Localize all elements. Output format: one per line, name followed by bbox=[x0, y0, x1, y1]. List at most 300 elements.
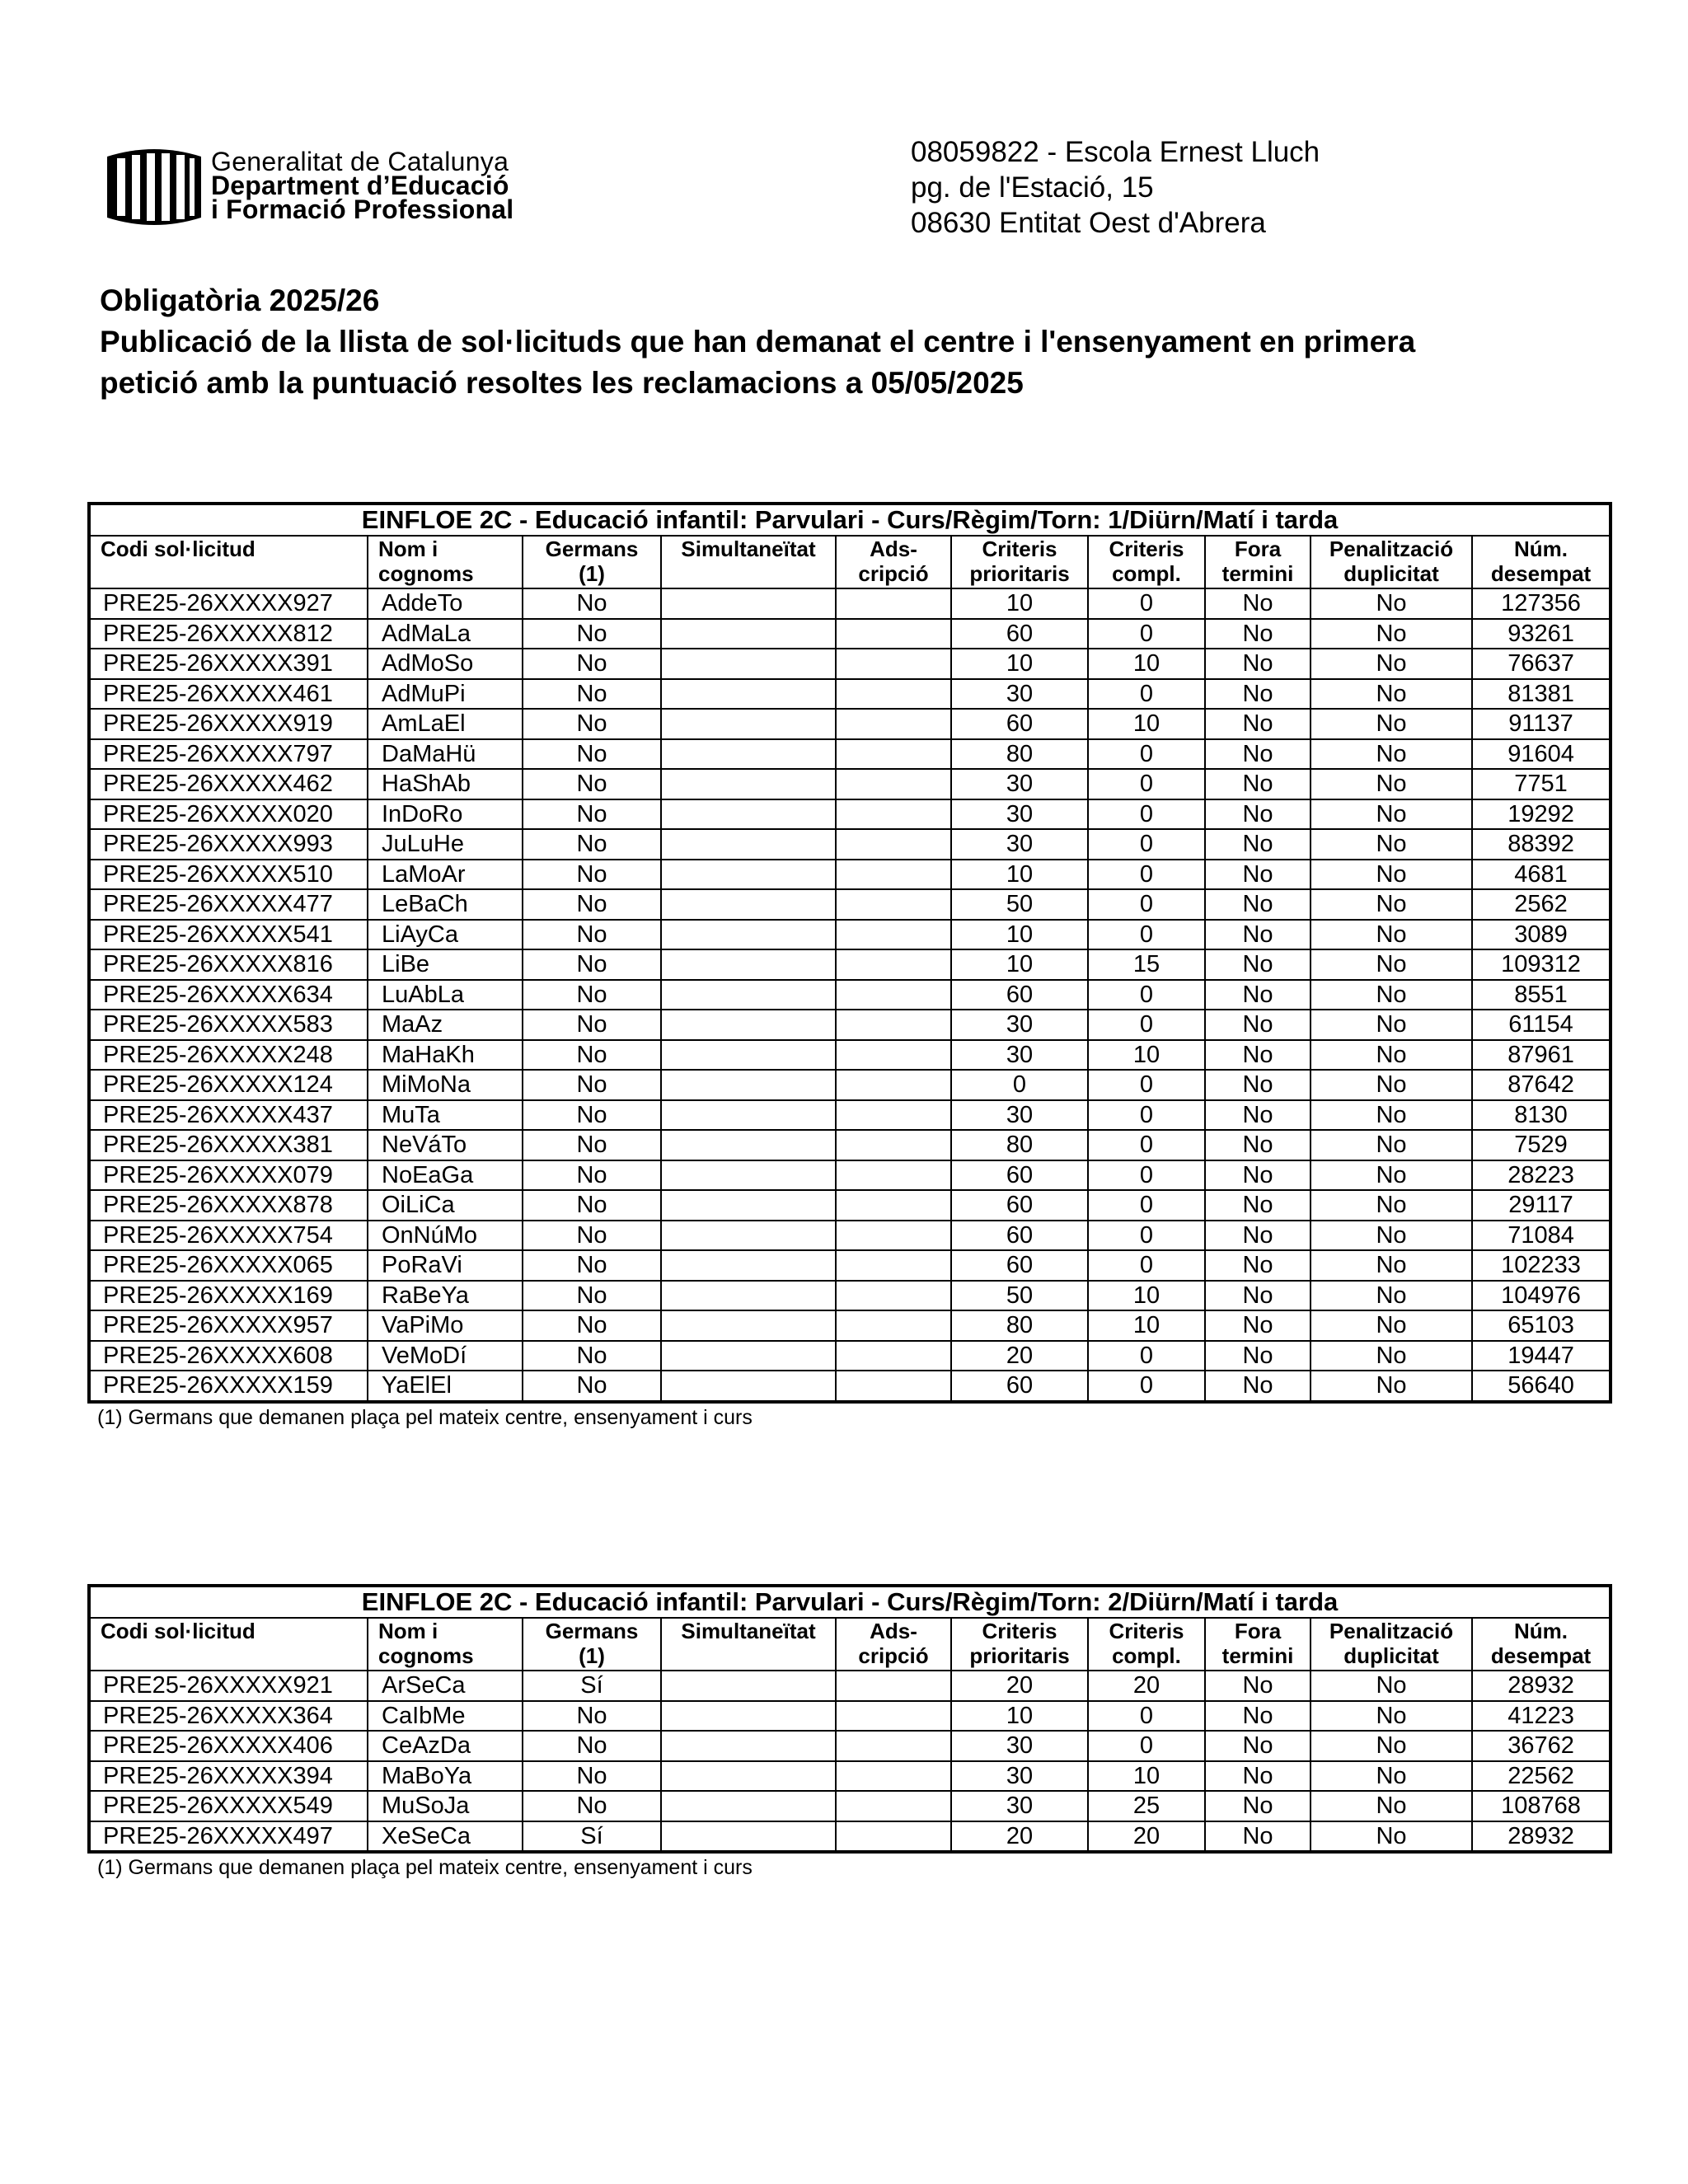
table-cell: No bbox=[1311, 920, 1472, 950]
table-cell: No bbox=[523, 1160, 661, 1191]
table-cell: 50 bbox=[951, 1281, 1088, 1311]
heading-title-line2: petició amb la puntuació resoltes les reclamacions a 05/05/2025 bbox=[100, 366, 1024, 400]
table-cell bbox=[836, 1671, 951, 1701]
table-cell bbox=[836, 1761, 951, 1792]
table-cell: No bbox=[1205, 1010, 1311, 1040]
column-header-line1: Germans bbox=[545, 1619, 639, 1643]
table-cell: OnNúMo bbox=[368, 1221, 523, 1251]
table-row bbox=[89, 1371, 1611, 1402]
table-cell: CaIbMe bbox=[368, 1701, 523, 1732]
table-cell: 60 bbox=[951, 1221, 1088, 1251]
column-header-line1: Ads- bbox=[870, 537, 917, 561]
table-cell bbox=[661, 739, 836, 770]
table-cell: 71084 bbox=[1472, 1221, 1611, 1251]
table-cell bbox=[836, 1040, 951, 1071]
table-cell: 25 bbox=[1088, 1791, 1205, 1821]
table-cell: No bbox=[523, 1010, 661, 1040]
column-header bbox=[1088, 1618, 1205, 1671]
table-cell bbox=[836, 709, 951, 739]
table-cell: No bbox=[1205, 649, 1311, 679]
table-cell: 28932 bbox=[1472, 1671, 1611, 1701]
table-cell: No bbox=[523, 739, 661, 770]
table-cell bbox=[836, 1250, 951, 1281]
table-cell: 0 bbox=[1088, 1250, 1205, 1281]
column-header-line1: Criteris bbox=[982, 537, 1057, 561]
table-cell: PRE25-26XXXXX437 bbox=[89, 1100, 368, 1131]
table-cell: 61154 bbox=[1472, 1010, 1611, 1040]
footnote: (1) Germans que demanen plaça pel mateix centre, ensenyament i curs bbox=[97, 1856, 753, 1879]
table-cell: 91137 bbox=[1472, 709, 1611, 739]
table-cell: 80 bbox=[951, 1130, 1088, 1160]
table-cell: 76637 bbox=[1472, 649, 1611, 679]
table-cell: RaBeYa bbox=[368, 1281, 523, 1311]
table-cell bbox=[836, 1190, 951, 1221]
table-row bbox=[89, 949, 1611, 980]
table-cell: 91604 bbox=[1472, 739, 1611, 770]
table-cell: 65103 bbox=[1472, 1310, 1611, 1341]
column-header-line2: (1) bbox=[579, 561, 605, 586]
table-row bbox=[89, 829, 1611, 860]
table-cell: No bbox=[1311, 1281, 1472, 1311]
column-header-line2: prioritaris bbox=[969, 561, 1070, 586]
column-header-line2: cripció bbox=[858, 1643, 929, 1668]
table-cell: No bbox=[1311, 1250, 1472, 1281]
column-header-line1: Criteris bbox=[1109, 1619, 1184, 1643]
table-row bbox=[89, 1341, 1611, 1371]
column-header-line1: Criteris bbox=[982, 1619, 1057, 1643]
logo-line-1: Generalitat de Catalunya bbox=[211, 147, 509, 176]
table-cell: No bbox=[1311, 588, 1472, 619]
table-cell: 30 bbox=[951, 769, 1088, 799]
column-header bbox=[661, 1618, 836, 1671]
table-cell: No bbox=[1311, 679, 1472, 710]
table-cell: 0 bbox=[1088, 1701, 1205, 1732]
table-cell: CeAzDa bbox=[368, 1731, 523, 1761]
table-cell: 0 bbox=[1088, 799, 1205, 830]
table-cell: No bbox=[1311, 1040, 1472, 1071]
table-cell bbox=[661, 1040, 836, 1071]
table-cell: 0 bbox=[1088, 619, 1205, 649]
column-header-line1: Germans bbox=[545, 537, 639, 561]
table-cell: No bbox=[1311, 1701, 1472, 1732]
table-cell: 10 bbox=[1088, 1281, 1205, 1311]
table-cell: No bbox=[1311, 1070, 1472, 1100]
table-cell bbox=[836, 1160, 951, 1191]
table-row bbox=[89, 1221, 1611, 1251]
table-cell bbox=[836, 619, 951, 649]
table-cell: No bbox=[1205, 1731, 1311, 1761]
table-cell: 10 bbox=[1088, 1040, 1205, 1071]
table-cell: 19447 bbox=[1472, 1341, 1611, 1371]
column-header-line1: Fora bbox=[1234, 1619, 1282, 1643]
table-cell: 7529 bbox=[1472, 1130, 1611, 1160]
table-cell: No bbox=[1205, 769, 1311, 799]
column-header-line1: Nom i bbox=[378, 537, 438, 561]
table-row bbox=[89, 920, 1611, 950]
table-cell: No bbox=[523, 679, 661, 710]
table-cell bbox=[661, 949, 836, 980]
table-cell: MaBoYa bbox=[368, 1761, 523, 1792]
table-cell: No bbox=[523, 1130, 661, 1160]
table-cell: No bbox=[523, 829, 661, 860]
column-header-line1: Núm. bbox=[1514, 537, 1568, 561]
table-cell: 50 bbox=[951, 889, 1088, 920]
table-cell: AddeTo bbox=[368, 588, 523, 619]
table-cell: PRE25-26XXXXX391 bbox=[89, 649, 368, 679]
table-cell: 0 bbox=[1088, 1010, 1205, 1040]
results-table bbox=[87, 1584, 1612, 1854]
results-table bbox=[87, 502, 1612, 1404]
column-header-line1: Fora bbox=[1234, 537, 1282, 561]
table-cell bbox=[661, 1130, 836, 1160]
table-cell: No bbox=[523, 588, 661, 619]
table-cell: No bbox=[1205, 1221, 1311, 1251]
table-cell bbox=[836, 829, 951, 860]
table-cell: No bbox=[1205, 1130, 1311, 1160]
column-header-line2: cripció bbox=[858, 561, 929, 586]
table-row bbox=[89, 1070, 1611, 1100]
table-cell: XeSeCa bbox=[368, 1821, 523, 1853]
table-row bbox=[89, 1701, 1611, 1732]
table-row bbox=[89, 1250, 1611, 1281]
table-cell: 20 bbox=[951, 1671, 1088, 1701]
table-cell: 60 bbox=[951, 619, 1088, 649]
school-address bbox=[911, 134, 1320, 241]
table-cell: 29117 bbox=[1472, 1190, 1611, 1221]
column-header-line1: Penalització bbox=[1329, 1619, 1454, 1643]
table-row bbox=[89, 1731, 1611, 1761]
table-row bbox=[89, 980, 1611, 1010]
table-cell: 93261 bbox=[1472, 619, 1611, 649]
table-cell: 0 bbox=[1088, 739, 1205, 770]
table-cell: 0 bbox=[1088, 889, 1205, 920]
column-header bbox=[1205, 1618, 1311, 1671]
table-cell: No bbox=[1205, 1281, 1311, 1311]
column-header-line2: duplicitat bbox=[1343, 1643, 1439, 1668]
table-row bbox=[89, 739, 1611, 770]
table-cell: No bbox=[1311, 1221, 1472, 1251]
column-header-line1: Simultaneïtat bbox=[681, 537, 816, 561]
table-row bbox=[89, 709, 1611, 739]
table-cell: No bbox=[1311, 860, 1472, 890]
table-cell: 0 bbox=[1088, 980, 1205, 1010]
table-cell: No bbox=[1205, 860, 1311, 890]
table-cell: No bbox=[1311, 1731, 1472, 1761]
table-cell: No bbox=[1311, 980, 1472, 1010]
table-cell: 0 bbox=[1088, 1731, 1205, 1761]
table-cell: 30 bbox=[951, 679, 1088, 710]
column-header-line2: compl. bbox=[1112, 1643, 1181, 1668]
table-cell: No bbox=[1205, 980, 1311, 1010]
table-row bbox=[89, 1761, 1611, 1792]
table-cell: No bbox=[523, 1791, 661, 1821]
table-section-2 bbox=[87, 1584, 1609, 1882]
table-cell: PRE25-26XXXXX510 bbox=[89, 860, 368, 890]
table-cell: PRE25-26XXXXX462 bbox=[89, 769, 368, 799]
table-cell: No bbox=[1205, 1791, 1311, 1821]
table-cell bbox=[836, 649, 951, 679]
table-cell: 0 bbox=[1088, 1190, 1205, 1221]
table-cell bbox=[836, 1070, 951, 1100]
table-cell: No bbox=[1311, 1160, 1472, 1191]
table-cell bbox=[836, 769, 951, 799]
table-cell: No bbox=[1311, 1671, 1472, 1701]
table-cell: Sí bbox=[523, 1821, 661, 1853]
table-cell: 20 bbox=[951, 1821, 1088, 1853]
table-cell: No bbox=[1205, 739, 1311, 770]
table-cell: PRE25-26XXXXX549 bbox=[89, 1791, 368, 1821]
table-cell: No bbox=[523, 1221, 661, 1251]
table-cell bbox=[836, 1731, 951, 1761]
table-row bbox=[89, 889, 1611, 920]
table-cell: 30 bbox=[951, 1761, 1088, 1792]
table-cell: MaAz bbox=[368, 1010, 523, 1040]
table-cell: 10 bbox=[951, 1701, 1088, 1732]
table-cell bbox=[661, 769, 836, 799]
table-cell: 8551 bbox=[1472, 980, 1611, 1010]
table-cell: 0 bbox=[1088, 1130, 1205, 1160]
table-section-1 bbox=[87, 502, 1609, 1432]
table-cell: No bbox=[1311, 1791, 1472, 1821]
table-cell: No bbox=[523, 860, 661, 890]
table-cell bbox=[836, 1371, 951, 1402]
table-cell: No bbox=[1205, 1671, 1311, 1701]
column-header-line2: cognoms bbox=[378, 561, 474, 586]
table-cell: 15 bbox=[1088, 949, 1205, 980]
table-cell: 19292 bbox=[1472, 799, 1611, 830]
table-row bbox=[89, 1100, 1611, 1131]
table-row bbox=[89, 1160, 1611, 1191]
table-cell: No bbox=[1311, 799, 1472, 830]
table-cell: No bbox=[523, 1070, 661, 1100]
table-cell: PoRaVi bbox=[368, 1250, 523, 1281]
table-cell: 41223 bbox=[1472, 1701, 1611, 1732]
table-cell bbox=[661, 1371, 836, 1402]
table-cell: HaShAb bbox=[368, 769, 523, 799]
page-heading bbox=[100, 280, 1583, 404]
table-row bbox=[89, 769, 1611, 799]
table-cell: 56640 bbox=[1472, 1371, 1611, 1402]
table-cell: 0 bbox=[1088, 1371, 1205, 1402]
table-cell: 88392 bbox=[1472, 829, 1611, 860]
table-row bbox=[89, 679, 1611, 710]
table-cell: 30 bbox=[951, 829, 1088, 860]
table-cell: No bbox=[1311, 1761, 1472, 1792]
table-cell: LiBe bbox=[368, 949, 523, 980]
table-cell: PRE25-26XXXXX608 bbox=[89, 1341, 368, 1371]
table-cell bbox=[661, 1250, 836, 1281]
table-cell bbox=[836, 799, 951, 830]
table-cell: 20 bbox=[951, 1341, 1088, 1371]
table-cell: 104976 bbox=[1472, 1281, 1611, 1311]
column-header-line2: prioritaris bbox=[969, 1643, 1070, 1668]
table-cell bbox=[836, 1281, 951, 1311]
table-cell: No bbox=[1205, 709, 1311, 739]
table-cell: No bbox=[1311, 649, 1472, 679]
table-row bbox=[89, 1190, 1611, 1221]
generalitat-logo bbox=[101, 148, 636, 227]
table-title: EINFLOE 2C - Educació infantil: Parvulari - Curs/Règim/Torn: 2/Diürn/Matí i tarda bbox=[89, 1586, 1611, 1618]
table-cell: No bbox=[1311, 1130, 1472, 1160]
table-cell: 0 bbox=[1088, 588, 1205, 619]
table-cell: PRE25-26XXXXX159 bbox=[89, 1371, 368, 1402]
table-cell: No bbox=[1311, 1190, 1472, 1221]
table-cell bbox=[661, 709, 836, 739]
table-cell: PRE25-26XXXXX406 bbox=[89, 1731, 368, 1761]
table-cell bbox=[661, 920, 836, 950]
table-cell: 10 bbox=[951, 860, 1088, 890]
table-cell: 4681 bbox=[1472, 860, 1611, 890]
table-cell: No bbox=[1205, 799, 1311, 830]
table-cell: No bbox=[523, 709, 661, 739]
table-cell bbox=[836, 1821, 951, 1853]
table-cell: LuAbLa bbox=[368, 980, 523, 1010]
table-cell bbox=[661, 1701, 836, 1732]
table-cell: No bbox=[1311, 1371, 1472, 1402]
table-cell bbox=[661, 889, 836, 920]
table-cell bbox=[661, 1221, 836, 1251]
table-cell: 30 bbox=[951, 799, 1088, 830]
table-cell: 60 bbox=[951, 980, 1088, 1010]
table-cell bbox=[661, 1070, 836, 1100]
table-cell: LaMoAr bbox=[368, 860, 523, 890]
table-cell: No bbox=[523, 1310, 661, 1341]
table-cell: 10 bbox=[1088, 1761, 1205, 1792]
table-cell: No bbox=[1205, 1310, 1311, 1341]
column-header-line2: cognoms bbox=[378, 1643, 474, 1668]
table-cell bbox=[836, 1100, 951, 1131]
table-cell: VeMoDí bbox=[368, 1341, 523, 1371]
table-cell: No bbox=[1205, 619, 1311, 649]
table-cell: PRE25-26XXXXX541 bbox=[89, 920, 368, 950]
table-cell bbox=[836, 1701, 951, 1732]
table-cell: PRE25-26XXXXX957 bbox=[89, 1310, 368, 1341]
table-cell: PRE25-26XXXXX248 bbox=[89, 1040, 368, 1071]
column-header bbox=[368, 1618, 523, 1671]
table-cell bbox=[661, 619, 836, 649]
column-header bbox=[1311, 536, 1472, 588]
column-header-line1: Simultaneïtat bbox=[681, 1619, 816, 1643]
column-header-line1: Codi sol·licitud bbox=[101, 537, 256, 561]
column-header bbox=[1472, 1618, 1611, 1671]
table-title: EINFLOE 2C - Educació infantil: Parvulari - Curs/Règim/Torn: 1/Diürn/Matí i tarda bbox=[89, 504, 1611, 536]
table-cell: 0 bbox=[1088, 860, 1205, 890]
column-header-line1: Codi sol·licitud bbox=[101, 1619, 256, 1643]
column-header bbox=[836, 536, 951, 588]
table-cell: PRE25-26XXXXX816 bbox=[89, 949, 368, 980]
table-cell bbox=[661, 1731, 836, 1761]
column-header bbox=[89, 1618, 368, 1671]
table-cell: No bbox=[1311, 1310, 1472, 1341]
table-cell: MuTa bbox=[368, 1100, 523, 1131]
column-header bbox=[951, 536, 1088, 588]
table-cell bbox=[661, 1791, 836, 1821]
table-cell: PRE25-26XXXXX364 bbox=[89, 1701, 368, 1732]
table-cell: No bbox=[1311, 619, 1472, 649]
table-cell: No bbox=[523, 920, 661, 950]
table-cell: No bbox=[1205, 1190, 1311, 1221]
table-cell: AmLaEl bbox=[368, 709, 523, 739]
table-cell: PRE25-26XXXXX921 bbox=[89, 1671, 368, 1701]
table-cell: No bbox=[1205, 1100, 1311, 1131]
table-cell: 60 bbox=[951, 1371, 1088, 1402]
table-cell: No bbox=[1205, 1070, 1311, 1100]
table-cell: 0 bbox=[1088, 1160, 1205, 1191]
table-cell: 10 bbox=[1088, 649, 1205, 679]
table-cell bbox=[661, 1671, 836, 1701]
table-cell: YaElEl bbox=[368, 1371, 523, 1402]
school-name: 08059822 - Escola Ernest Lluch bbox=[911, 136, 1320, 168]
table-cell: 0 bbox=[1088, 1221, 1205, 1251]
table-cell: No bbox=[1311, 1821, 1472, 1853]
table-cell bbox=[661, 1821, 836, 1853]
table-cell: No bbox=[1205, 1701, 1311, 1732]
table-cell: No bbox=[1311, 739, 1472, 770]
table-cell: 0 bbox=[1088, 1341, 1205, 1371]
table-cell: MuSoJa bbox=[368, 1791, 523, 1821]
table-cell bbox=[836, 1341, 951, 1371]
table-cell: No bbox=[1311, 769, 1472, 799]
table-cell: LiAyCa bbox=[368, 920, 523, 950]
table-cell: 87961 bbox=[1472, 1040, 1611, 1071]
table-cell: No bbox=[523, 1341, 661, 1371]
table-cell: PRE25-26XXXXX124 bbox=[89, 1070, 368, 1100]
table-cell: PRE25-26XXXXX079 bbox=[89, 1160, 368, 1191]
table-cell: 10 bbox=[951, 588, 1088, 619]
column-header bbox=[523, 1618, 661, 1671]
heading-title-line1: Publicació de la llista de sol·licituds que han demanat el centre i l'ensenyament en primera bbox=[100, 325, 1416, 359]
table-cell: 0 bbox=[1088, 679, 1205, 710]
table-cell bbox=[661, 1341, 836, 1371]
table-cell: No bbox=[1311, 949, 1472, 980]
table-cell: 20 bbox=[1088, 1671, 1205, 1701]
table-cell: No bbox=[523, 1761, 661, 1792]
column-header-line1: Ads- bbox=[870, 1619, 917, 1643]
table-cell bbox=[661, 679, 836, 710]
logo-line-2: Department d’Educació bbox=[211, 171, 509, 200]
table-cell: PRE25-26XXXXX477 bbox=[89, 889, 368, 920]
table-cell: No bbox=[1311, 889, 1472, 920]
table-cell: 0 bbox=[1088, 829, 1205, 860]
table-cell: 127356 bbox=[1472, 588, 1611, 619]
table-cell: Sí bbox=[523, 1671, 661, 1701]
column-header-line1: Penalització bbox=[1329, 537, 1454, 561]
column-header bbox=[951, 1618, 1088, 1671]
table-cell: 10 bbox=[1088, 709, 1205, 739]
table-cell: No bbox=[523, 1701, 661, 1732]
table-cell bbox=[661, 588, 836, 619]
table-cell: PRE25-26XXXXX020 bbox=[89, 799, 368, 830]
table-cell: 102233 bbox=[1472, 1250, 1611, 1281]
table-cell: 0 bbox=[1088, 920, 1205, 950]
heading-year: Obligatòria 2025/26 bbox=[100, 284, 380, 317]
table-cell: JuLuHe bbox=[368, 829, 523, 860]
table-cell: 30 bbox=[951, 1100, 1088, 1131]
table-row bbox=[89, 1671, 1611, 1701]
table-cell: 7751 bbox=[1472, 769, 1611, 799]
table-cell: No bbox=[1205, 829, 1311, 860]
table-cell bbox=[661, 1310, 836, 1341]
table-cell: No bbox=[523, 949, 661, 980]
column-header bbox=[89, 536, 368, 588]
table-cell: No bbox=[523, 769, 661, 799]
table-cell: MiMoNa bbox=[368, 1070, 523, 1100]
table-row bbox=[89, 649, 1611, 679]
table-cell: No bbox=[1205, 949, 1311, 980]
table-cell: PRE25-26XXXXX497 bbox=[89, 1821, 368, 1853]
table-cell: 80 bbox=[951, 1310, 1088, 1341]
table-row bbox=[89, 1821, 1611, 1853]
